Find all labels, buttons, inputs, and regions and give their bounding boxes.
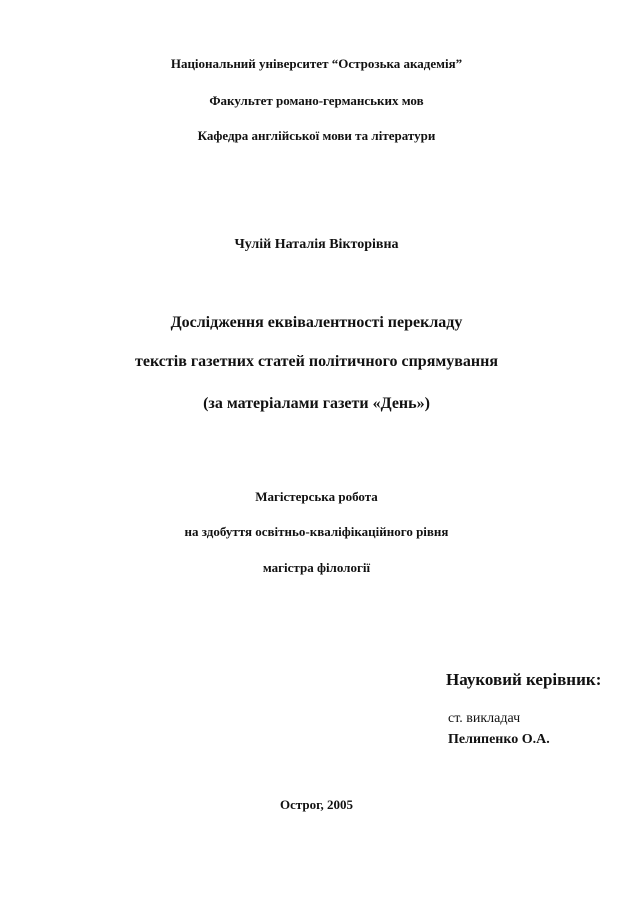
work-type-line-1: Магістерська робота (255, 489, 378, 504)
thesis-title-line-3: (за матеріалами газети «День») (203, 395, 430, 412)
thesis-title-line-1: Дослідження еквівалентності перекладу (170, 314, 463, 331)
supervisor-heading: Науковий керівник: (446, 670, 602, 689)
supervisor-name: Пелипенко О.А. (448, 732, 550, 747)
university-name: Національний університет “Острозька академія” (170, 56, 463, 71)
author-name: Чулій Наталія Вікторівна (234, 237, 399, 252)
work-type-line-3: магістра філології (262, 560, 371, 575)
work-type-line-2: на здобуття освітньо-кваліфікаційного рівня (184, 524, 449, 539)
place-and-year: Острог, 2005 (279, 797, 354, 812)
thesis-title-line-2: текстів газетних статей політичного спрямування (135, 353, 498, 370)
supervisor-position: ст. викладач (448, 711, 521, 726)
faculty-name: Факультет романо-германських мов (209, 93, 424, 108)
department-name: Кафедра англійської мови та літератури (197, 128, 436, 143)
